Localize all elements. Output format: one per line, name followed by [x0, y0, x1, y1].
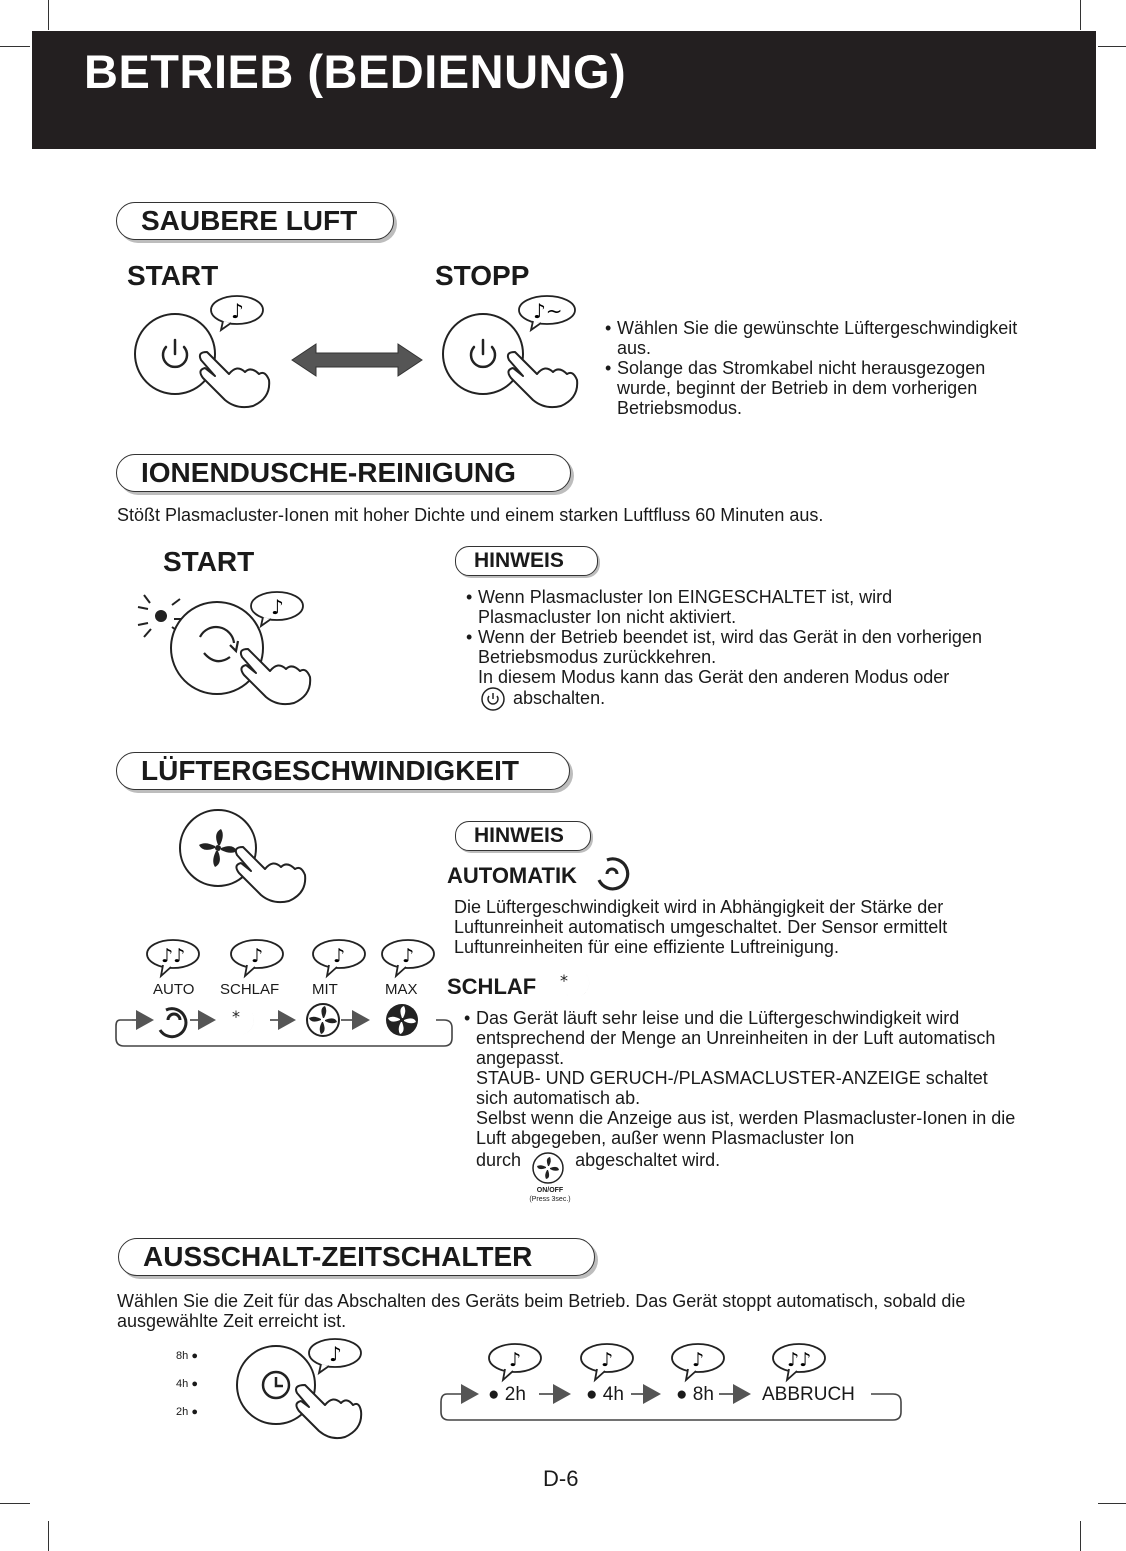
svg-text:♪: ♪ — [692, 1349, 705, 1371]
page-title: BETRIEB (BEDIENUNG) — [84, 45, 627, 98]
press-label: (Press 3sec.) — [529, 1196, 571, 1203]
indicator-8h: 8h ● — [176, 1350, 198, 1362]
onoff-caption — [528, 1186, 572, 1204]
beep-bubble-icon — [670, 1342, 726, 1384]
crop-mark — [0, 1503, 30, 1504]
fan-icon — [526, 1152, 570, 1178]
hint-heading: HINWEIS — [455, 546, 598, 576]
svg-text:♪: ♪ — [329, 1342, 342, 1366]
auto-mode-icon — [160, 1009, 186, 1037]
beep-bubble-icon — [771, 1342, 827, 1384]
note-item: • Solange das Stromkabel nicht herausgezogen wurde, beginnt der Betrieb in dem vorherigen Betriebsmodus. — [605, 358, 1025, 418]
timer-step-2h: ● 2h — [488, 1384, 526, 1405]
note-text: • Wenn der Betrieb beendet ist, wird das Gerät in den vorherigen Betriebsmodus zurückkehren. — [478, 627, 982, 667]
svg-text:♪: ♪ — [402, 945, 415, 967]
note-text: Selbst wenn die Anzeige aus ist, werden Plasmacluster-Ionen in die Luft abgegeben, außer wenn Plasmacluster Ion — [476, 1108, 1016, 1148]
mode-label-schlaf: SCHLAF — [220, 981, 280, 998]
page-number: D-6 — [543, 1466, 579, 1491]
section-heading-ionendusche: IONENDUSCHE-REINIGUNG — [116, 454, 571, 492]
svg-text:♪: ♪ — [509, 1349, 522, 1371]
hand-pointer-icon — [236, 847, 305, 902]
svg-text:♪: ♪ — [271, 595, 284, 619]
beep-bubble-icon — [311, 938, 367, 980]
indicator-2h: 2h ● — [176, 1406, 198, 1418]
crop-mark — [1098, 1503, 1126, 1504]
saubere-luft-notes — [605, 318, 1025, 418]
auto-mode-icon — [593, 856, 631, 892]
timer-button[interactable] — [233, 1335, 383, 1443]
note-item — [464, 1008, 1024, 1172]
beep-bubble-icon — [487, 1342, 543, 1384]
note-text-row — [478, 687, 1006, 709]
mode-label-mit: MIT — [312, 981, 338, 998]
hint-heading: HINWEIS — [455, 821, 591, 851]
note-text: STAUB- UND GERUCH-/PLASMACLUSTER-ANZEIGE schaltet sich automatisch ab. — [476, 1068, 988, 1108]
power-icon — [478, 687, 508, 711]
svg-text:♪: ♪ — [231, 299, 244, 323]
hand-pointer-icon — [296, 1385, 361, 1438]
automatik-text: Die Lüftergeschwindigkeit wird in Abhängigkeit der Stärke der Luftunreinheit automatisch umgeschaltet. Der Sensor ermittelt Luftunreinheiten für eine effiziente Luftreinigung. — [454, 897, 948, 957]
mode-label-max: MAX — [385, 981, 418, 998]
ionendusche-notes — [466, 587, 1006, 709]
svg-text:♪♪: ♪♪ — [787, 1349, 812, 1371]
note-text-row — [476, 1148, 1024, 1172]
crop-mark — [1080, 1521, 1081, 1551]
double-arrow-icon — [290, 340, 425, 380]
ion-shower-button[interactable] — [120, 585, 340, 715]
onoff-label: ON/OFF — [536, 1187, 564, 1194]
start-label: START — [127, 260, 219, 291]
fan-icon — [386, 1004, 418, 1036]
timer-step-8h: ● 8h — [676, 1384, 714, 1405]
beep-bubble-icon — [309, 1339, 361, 1373]
hand-pointer-icon — [200, 352, 269, 407]
note-item: • Wenn Plasmacluster Ion EINGESCHALTET ist, wird Plasmacluster Ion nicht aktiviert. — [466, 587, 1006, 627]
section-heading-saubere-luft: SAUBERE LUFT — [116, 202, 394, 240]
timer-step-abbruch: ABBRUCH — [762, 1384, 855, 1405]
beep-bubble-icon — [211, 296, 263, 330]
hand-pointer-icon — [508, 352, 577, 407]
ionendusche-description: Stößt Plasmacluster-Ionen mit hoher Dichte und einem starken Luftfluss 60 Minuten aus. — [117, 505, 824, 525]
note-text: abschalten. — [513, 687, 606, 708]
indicator-4h: 4h ● — [176, 1378, 198, 1390]
note-text: abgeschaltet wird. — [575, 1149, 721, 1170]
hand-pointer-icon — [241, 649, 310, 704]
schlaf-title: SCHLAF — [447, 974, 537, 999]
fan-icon — [307, 1004, 339, 1036]
timer-indicators — [172, 1342, 198, 1426]
sleep-mode-icon — [558, 968, 596, 1002]
section-heading-luefter: LÜFTERGESCHWINDIGKEIT — [116, 752, 570, 790]
beep-bubble-icon — [145, 938, 201, 980]
fan-mode-cycle — [114, 1002, 456, 1050]
svg-text:♪: ♪ — [251, 945, 264, 967]
note-item: • Wählen Sie die gewünschte Lüftergeschwindigkeit aus. — [605, 318, 1025, 358]
svg-text:♪~: ♪~ — [533, 299, 563, 323]
beep-bubble-icon — [579, 1342, 635, 1384]
automatik-title: AUTOMATIK — [447, 863, 577, 888]
section-heading-timer: AUSSCHALT-ZEITSCHALTER — [118, 1238, 595, 1276]
beep-bubble-icon — [229, 938, 285, 980]
start-label: START — [163, 546, 255, 577]
crop-mark — [0, 46, 30, 47]
fan-button[interactable] — [175, 805, 345, 905]
note-text: durch — [476, 1149, 522, 1170]
sleep-mode-icon — [230, 1007, 254, 1035]
crop-mark — [48, 1521, 49, 1551]
timer-step-4h: ● 4h — [586, 1384, 624, 1405]
crop-mark — [1080, 0, 1081, 30]
svg-text:*: * — [560, 971, 568, 990]
beep-bubble-icon — [251, 592, 303, 626]
beep-bubble-icon — [519, 296, 575, 330]
svg-text:♪: ♪ — [333, 945, 346, 967]
note-text: In diesem Modus kann das Gerät den anderen Modus oder — [478, 667, 950, 687]
crop-mark — [1098, 46, 1126, 47]
power-button-start[interactable] — [125, 290, 275, 410]
power-button-stop[interactable] — [433, 290, 583, 410]
timer-description: Wählen Sie die Zeit für das Abschalten des Geräts beim Betrieb. Das Gerät stoppt automatisch, sobald die ausgewählte Zeit erreicht ist. — [117, 1291, 966, 1331]
stop-label: STOPP — [435, 260, 530, 291]
svg-text:*: * — [232, 1007, 240, 1026]
svg-text:♪♪: ♪♪ — [161, 945, 186, 967]
note-text: • Das Gerät läuft sehr leise und die Lüftergeschwindigkeit wird entsprechend der Menge an Unreinheiten in der Luft automatisch angepasst. — [476, 1008, 996, 1068]
note-item — [466, 627, 1006, 709]
crop-mark — [48, 0, 49, 30]
schlaf-notes — [464, 1008, 1024, 1172]
beep-bubble-icon — [380, 938, 436, 980]
mode-label-auto: AUTO — [153, 981, 195, 998]
svg-text:♪: ♪ — [601, 1349, 614, 1371]
